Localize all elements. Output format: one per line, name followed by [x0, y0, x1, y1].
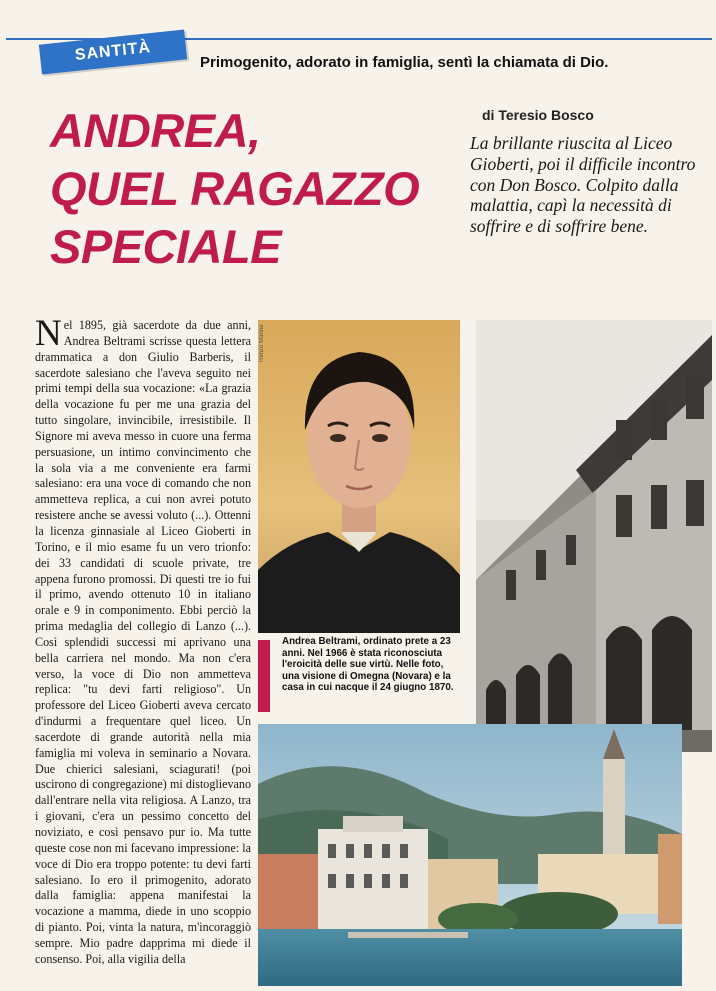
caption-bar [258, 640, 270, 712]
photo-caption: Andrea Beltrami, ordinato prete a 23 anni. Nel 1966 è stata riconosciuta l'eroicità delle sue virtù. Nelle foto, una visione di Omegna (Novara) e la casa in cui nacque il 24 giugno 1870. [282, 636, 454, 693]
portrait-photo [258, 320, 460, 633]
kicker: Primogenito, adorato in famiglia, sentì la chiamata di Dio. [200, 54, 609, 71]
title-line: QUEL RAGAZZO [50, 162, 420, 215]
article-body [35, 318, 251, 986]
birth-house-photo [476, 320, 712, 752]
title-line: ANDREA, [50, 104, 261, 157]
drop-cap: N [35, 318, 62, 354]
title-line: SPECIALE [50, 220, 282, 273]
body-text: el 1895, già sacerdote da due anni, Andrea Beltrami scrisse questa lettera drammatica a don Giulio Barberis, il sacerdote salesiano che l'aveva seguito nei primi tempi della sua vocazione: «La grazia della vocazione fu per me una grazia del tutto singolare, invincibile, irresistibile. Il Signore mi aveva messo in cuore una ferma persuasione, un intimo convincimento che la sola via a me conveniente era farmi salesiano: era una voce di comando che non ammetteva replica, a cui non avrei potuto resistere anche se avessi voluto (...). Ottenni la licenza ginnasiale al Liceo Gioberti in Torino, e il mio esame fu un vero trionfo: dei 33 candidati di scuole private, tre appena furono promossi. Di questi tre io fui il primo, avendo ottenuto 10 in italiano orale e 9 in componimento. Ebbi perciò la prima medaglia del collegio di Lanzo (...). Così splendidi successi mi aprivano una bella carriera nel mondo. Ma non c'era verso, la voce di Dio non ammetteva replica: "tu devi farti religioso". Un professore del Liceo Gioberti aveva cercato d'indurmi a frequentare quel liceo. Un sacerdote di grande autorità nella mia famiglia mi voleva in seminario a Novara. Due chierici salesiani, sciagurati! (poi uscirono di congregazione) mi distoglievano dall'entrare nella vita religiosa. A Lanzo, tra i giovani, c'era un pessimo concetto del noviziato, e così pensavo pur io. Ma tutte queste cose non mi facevano impressione: la voce di Dio era troppo potente: tu devi farti salesiano. Io ero il primogenito, adorato dalla famiglia: appena manifestai la vocazione a mamma, diede in uno scoppio di pianto. Poi, vinta la natura, m'incoraggiò sempre. Mio padre dapprima mi diede il consenso. Poi, alla vigilia della [35, 318, 251, 966]
lead-paragraph: La brillante riuscita al Liceo Gioberti, poi il difficile incontro con Don Bosco. Colpito dalla malattia, capì la necessità di soffrire e di soffrire bene. [470, 133, 696, 237]
byline: di Teresio Bosco [482, 107, 594, 123]
section-tag: SANTITÀ [39, 29, 187, 74]
omegna-lake-photo [258, 724, 682, 986]
photo-credit: Renzo Manna [259, 324, 265, 362]
article-title [50, 102, 470, 276]
